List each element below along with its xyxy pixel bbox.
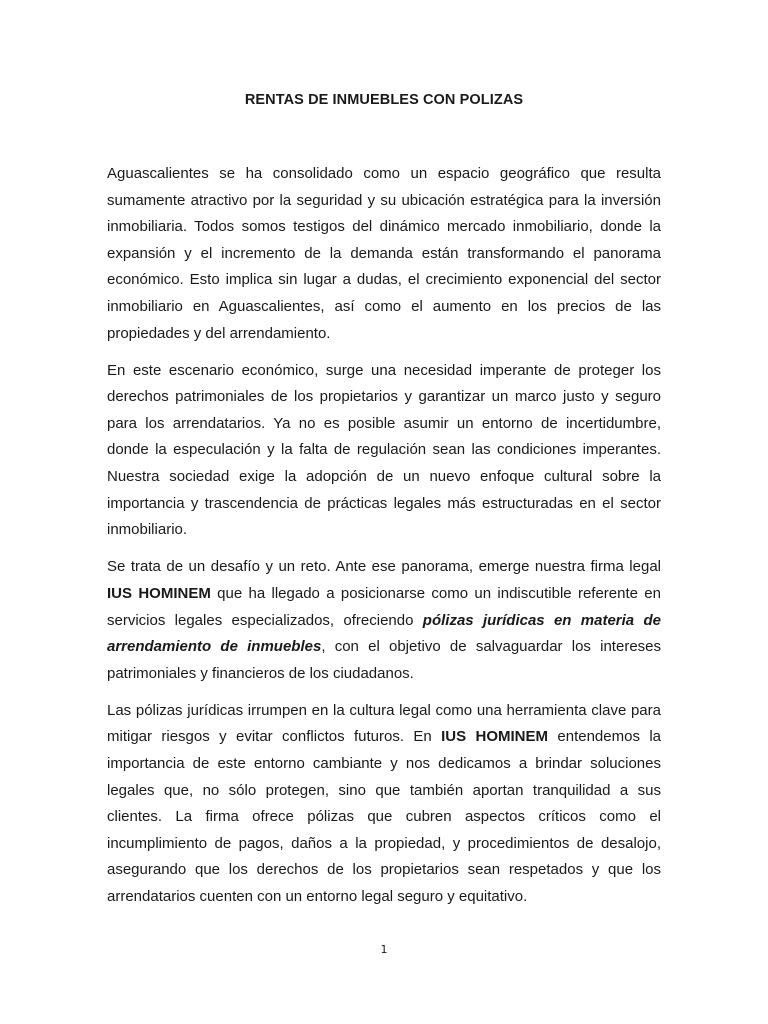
- document-body: [107, 161, 661, 921]
- document-title: RENTAS DE INMUEBLES CON POLIZAS: [244, 92, 524, 108]
- firm-name: IUS HOMINEM: [441, 728, 548, 746]
- paragraph-2: En este escenario económico, surge una necesidad imperante de proteger los derechos patrimoniales de los propietarios y garantizar un marco justo y seguro para los arrendatarios. Ya no es posible asumir un entorno de incertidumbre, donde la especulación y la falta de regulación sean las condiciones imperantes. Nuestra sociedad exige la adopción de un nuevo enfoque cultural sobre la importancia y trascendencia de prácticas legales más estructuradas en el sector inmobiliario.: [107, 361, 661, 539]
- paragraph-3-text-2: que ha llegado a posicionarse como un indiscutible referente en servicios legales especializados, ofreciendo: [107, 584, 661, 629]
- paragraph-3: [107, 554, 661, 687]
- paragraph-3-text-1: Se trata de un desafío y un reto. Ante ese panorama, emerge nuestra firma legal: [107, 558, 661, 576]
- paragraph-1: Aguascalientes se ha consolidado como un espacio geográfico que resulta sumamente atractivo por la seguridad y su ubicación estratégica para la inversión inmobiliaria. Todos somos testigos del dinámico mercado inmobiliario, donde la expansión y el incremento de la demanda están transformando el panorama económico. Esto implica sin lugar a dudas, el crecimiento exponencial del sector inmobiliario en Aguascalientes, así como el aumento en los precios de las propiedades y del arrendamiento.: [107, 165, 661, 342]
- paragraph-4-text-2: entendemos la importancia de este entorno cambiante y nos dedicamos a brindar soluciones legales que, no sólo protegen, sino que también aportan tranquilidad a sus clientes. La firma ofrece pólizas que cubren aspectos críticos como el incumplimiento de pagos, daños a la propiedad, y procedimientos de desalojo, asegurando que los derechos de los propietarios sean respetados y que los arrendatarios cuenten con un entorno legal seguro y equitativo.: [107, 728, 661, 905]
- paragraph-3-text-3: , con el objetivo de salvaguardar los intereses patrimoniales y financieros de los ciudadanos.: [107, 638, 661, 682]
- firm-name: IUS HOMINEM: [107, 584, 211, 602]
- paragraph-4: [107, 698, 661, 911]
- page-number: 1: [380, 943, 388, 956]
- policy-emphasis: pólizas jurídicas en materia de arrendamiento de inmuebles: [107, 611, 661, 656]
- paragraph-4-text-1: Las pólizas jurídicas irrumpen en la cultura legal como una herramienta clave para mitigar riesgos y evitar conflictos futuros. En: [107, 701, 661, 746]
